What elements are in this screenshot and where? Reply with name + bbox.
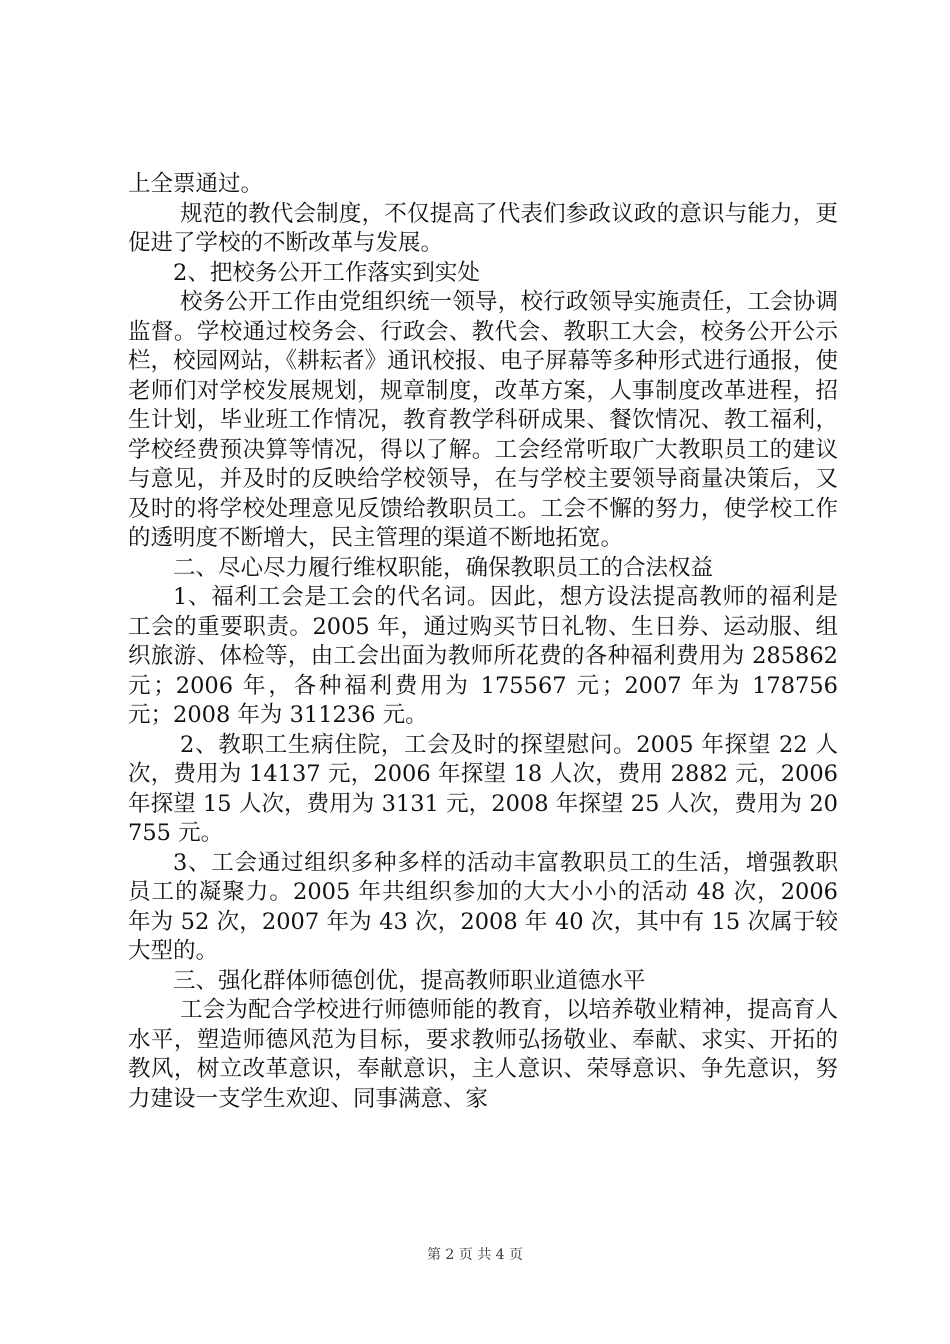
paragraph-welfare: 1、福利工会是工会的代名词。因此，想方设法提高教师的福利是工会的重要职责。2005 年，通过购买节日礼物、生日券、运动服、组织旅游、体检等，由工会出面为教师所花费的各种福利费用为 285862 元；2006 年，各种福利费用为 175567 元；2007 年为 178756 元；2008 年为 311236 元。: [128, 584, 838, 728]
paragraph-3: 校务公开工作由党组织统一领导，校行政领导实施责任，工会协调监督。学校通过校务会、行政会、教代会、教职工大会，校务公开公示栏，校园网站，《耕耘者》通讯校报、电子屏幕等多种形式进行通报，使老师们对学校发展规划，规章制度，改革方案，人事制度改革进程，招生计划，毕业班工作情况，教育教学科研成果、餐饮情况、教工福利，学校经费预决算等情况，得以了解。工会经常听取广大教职员工的建议与意见，并及时的反映给学校领导，在与学校主要领导商量决策后，又及时的将学校处理意见反馈给教职员工。工会不懈的努力，使学校工作的透明度不断增大，民主管理的渠道不断地拓宽。: [128, 289, 838, 551]
paragraph-visits: 2、教职工生病住院，工会及时的探望慰问。2005 年探望 22 人次，费用为 14137 元，2006 年探望 18 人次，费用 2882 元，2006 年探望 15 人次，费用为 3131 元，2008 年探望 25 人次，费用为 20755 元。: [128, 731, 838, 846]
paragraph-ethics: 工会为配合学校进行师德师能的教育，以培养敬业精神，提高育人水平，塑造师德风范为目标，要求教师弘扬敬业、奉献、求实、开拓的教风，树立改革意识，奉献意识，主人意识、荣辱意识、争先意识，努力建设一支学生欢迎、同事满意、家: [128, 997, 838, 1112]
section-heading-2: 2、把校务公开工作落实到实处: [173, 259, 480, 286]
page-number-footer: 第 2 页 共 4 页: [426, 1247, 524, 1263]
section-heading-two: 二、尽心尽力履行维权职能，确保教职员工的合法权益: [173, 554, 714, 581]
paragraph-2: 规范的教代会制度，不仅提高了代表们参政议政的意识与能力，更促进了学校的不断改革与发展。: [128, 200, 838, 256]
paragraph-activities: 3、工会通过组织多种多样的活动丰富教职员工的生活，增强教职员工的凝聚力。2005 年共组织参加的大大小小的活动 48 次，2006 年为 52 次，2007 年为 43 次，2008 年 40 次，其中有 15 次属于较大型的。: [128, 849, 838, 964]
section-heading-three: 三、强化群体师德创优，提高教师职业道德水平: [173, 967, 646, 994]
document-body: [128, 170, 838, 1114]
paragraph-1: 上全票通过。: [128, 171, 264, 197]
